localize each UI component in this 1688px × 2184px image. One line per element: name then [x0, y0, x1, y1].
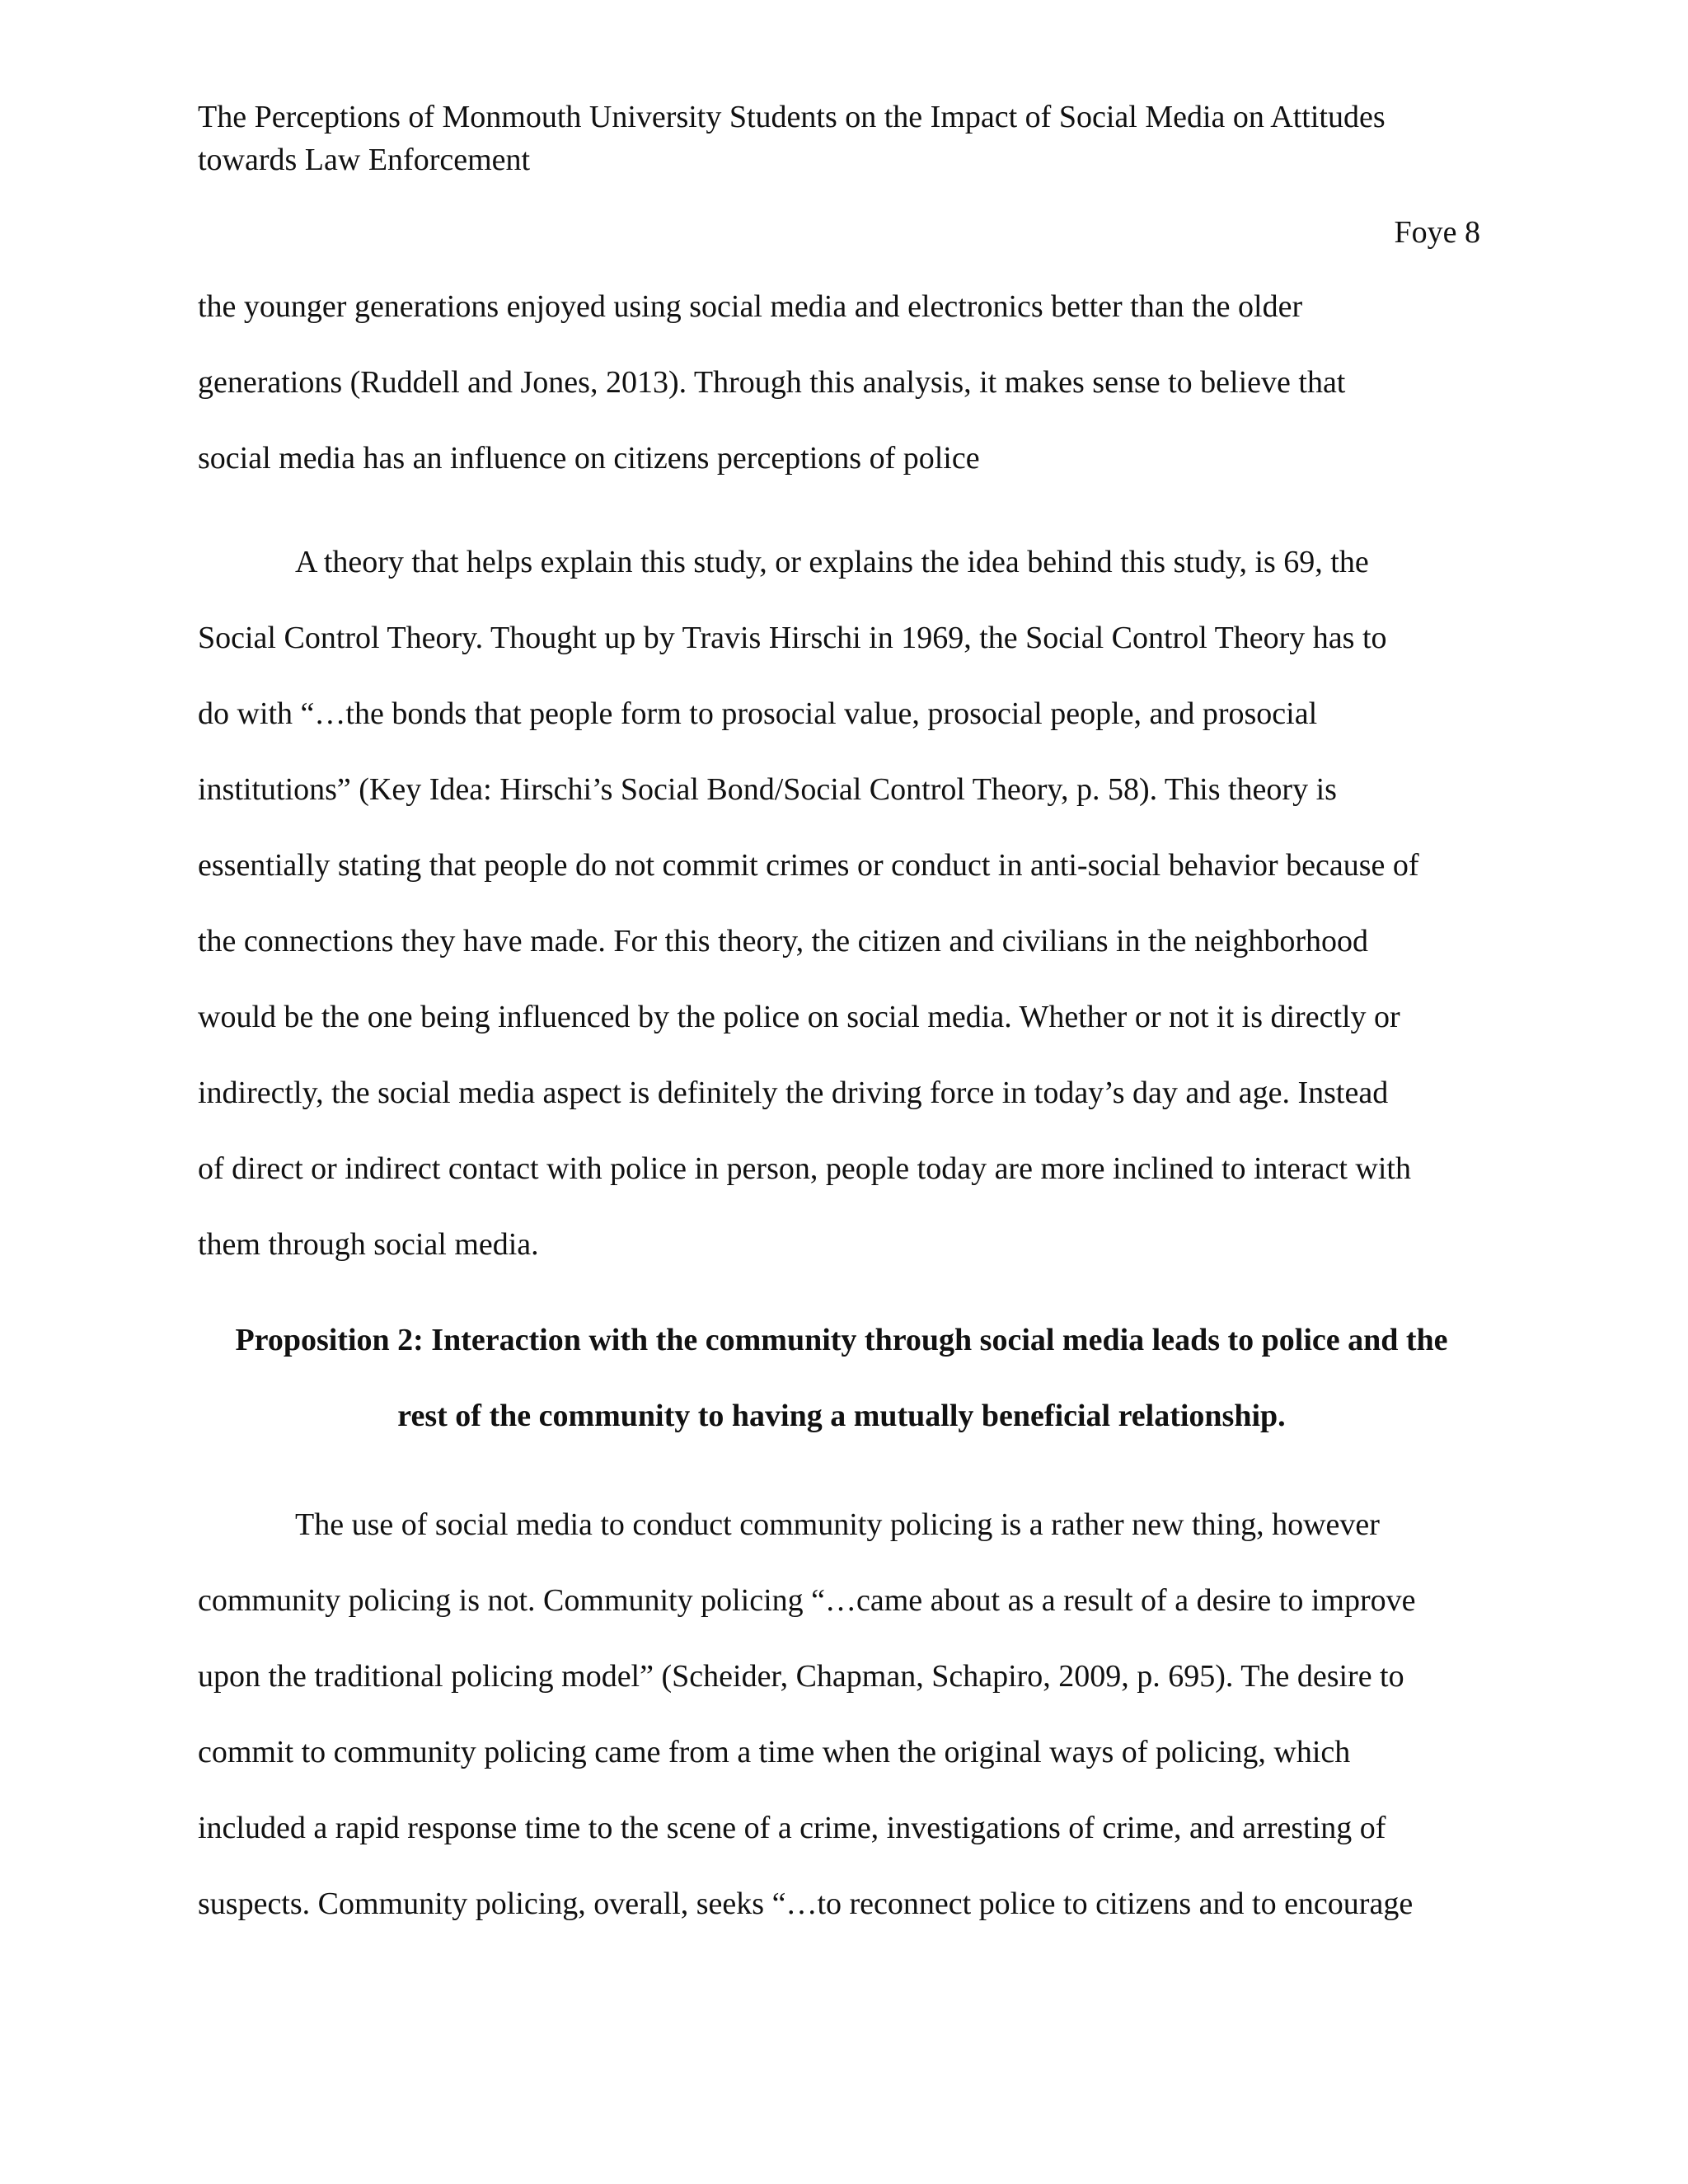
heading-line: Proposition 2: Interaction with the community through social media leads to police and the: [235, 1323, 1448, 1357]
section-heading: [198, 1319, 1485, 1470]
paragraph-3: [198, 1503, 1485, 1958]
text-line: essentially stating that people do not commit crimes or conduct in anti-social behavior because of: [198, 848, 1419, 883]
text-line: The use of social media to conduct community policing is a rather new thing, however: [295, 1507, 1380, 1542]
text-line: them through social media.: [198, 1227, 539, 1262]
text-line: social media has an influence on citizens perceptions of police: [198, 441, 980, 476]
running-head-line: towards Law Enforcement: [198, 143, 531, 177]
running-head-line: The Perceptions of Monmouth University Students on the Impact of Social Media on Attitudes: [198, 100, 1386, 134]
heading-line: rest of the community to having a mutually beneficial relationship.: [397, 1399, 1286, 1433]
text-line: of direct or indirect contact with police in person, people today are more inclined to interact with: [198, 1151, 1411, 1186]
text-line: Social Control Theory. Thought up by Travis Hirschi in 1969, the Social Control Theory has to: [198, 621, 1387, 655]
text-line: would be the one being influenced by the police on social media. Whether or not it is directly or: [198, 1000, 1400, 1034]
text-line: A theory that helps explain this study, or explains the idea behind this study, is 69, the: [295, 545, 1369, 579]
running-head: [198, 96, 1484, 181]
text-line: suspects. Community policing, overall, seeks “…to reconnect police to citizens and to encourage: [198, 1886, 1414, 1921]
paragraph-1: [198, 285, 1485, 513]
text-line: indirectly, the social media aspect is definitely the driving force in today’s day and age. Instead: [198, 1076, 1389, 1110]
text-line: the younger generations enjoyed using social media and electronics better than the older: [198, 289, 1303, 324]
text-line: upon the traditional policing model” (Scheider, Chapman, Schapiro, 2009, p. 695). The desire to: [198, 1659, 1404, 1694]
text-line: community policing is not. Community policing “…came about as a result of a desire to improve: [198, 1583, 1416, 1618]
text-line: do with “…the bonds that people form to prosocial value, prosocial people, and prosocial: [198, 696, 1318, 731]
text-line: commit to community policing came from a time when the original ways of policing, which: [198, 1735, 1351, 1769]
text-line: generations (Ruddell and Jones, 2013). Through this analysis, it makes sense to believe that: [198, 365, 1346, 400]
text-line: the connections they have made. For this theory, the citizen and civilians in the neighborhood: [198, 924, 1369, 958]
text-line: included a rapid response time to the scene of a crime, investigations of crime, and arresting of: [198, 1811, 1386, 1845]
text-line: institutions” (Key Idea: Hirschi’s Social Bond/Social Control Theory, p. 58). This theory is: [198, 772, 1337, 807]
page-number: Foye 8: [1394, 215, 1480, 250]
paragraph-2: [198, 541, 1485, 1299]
